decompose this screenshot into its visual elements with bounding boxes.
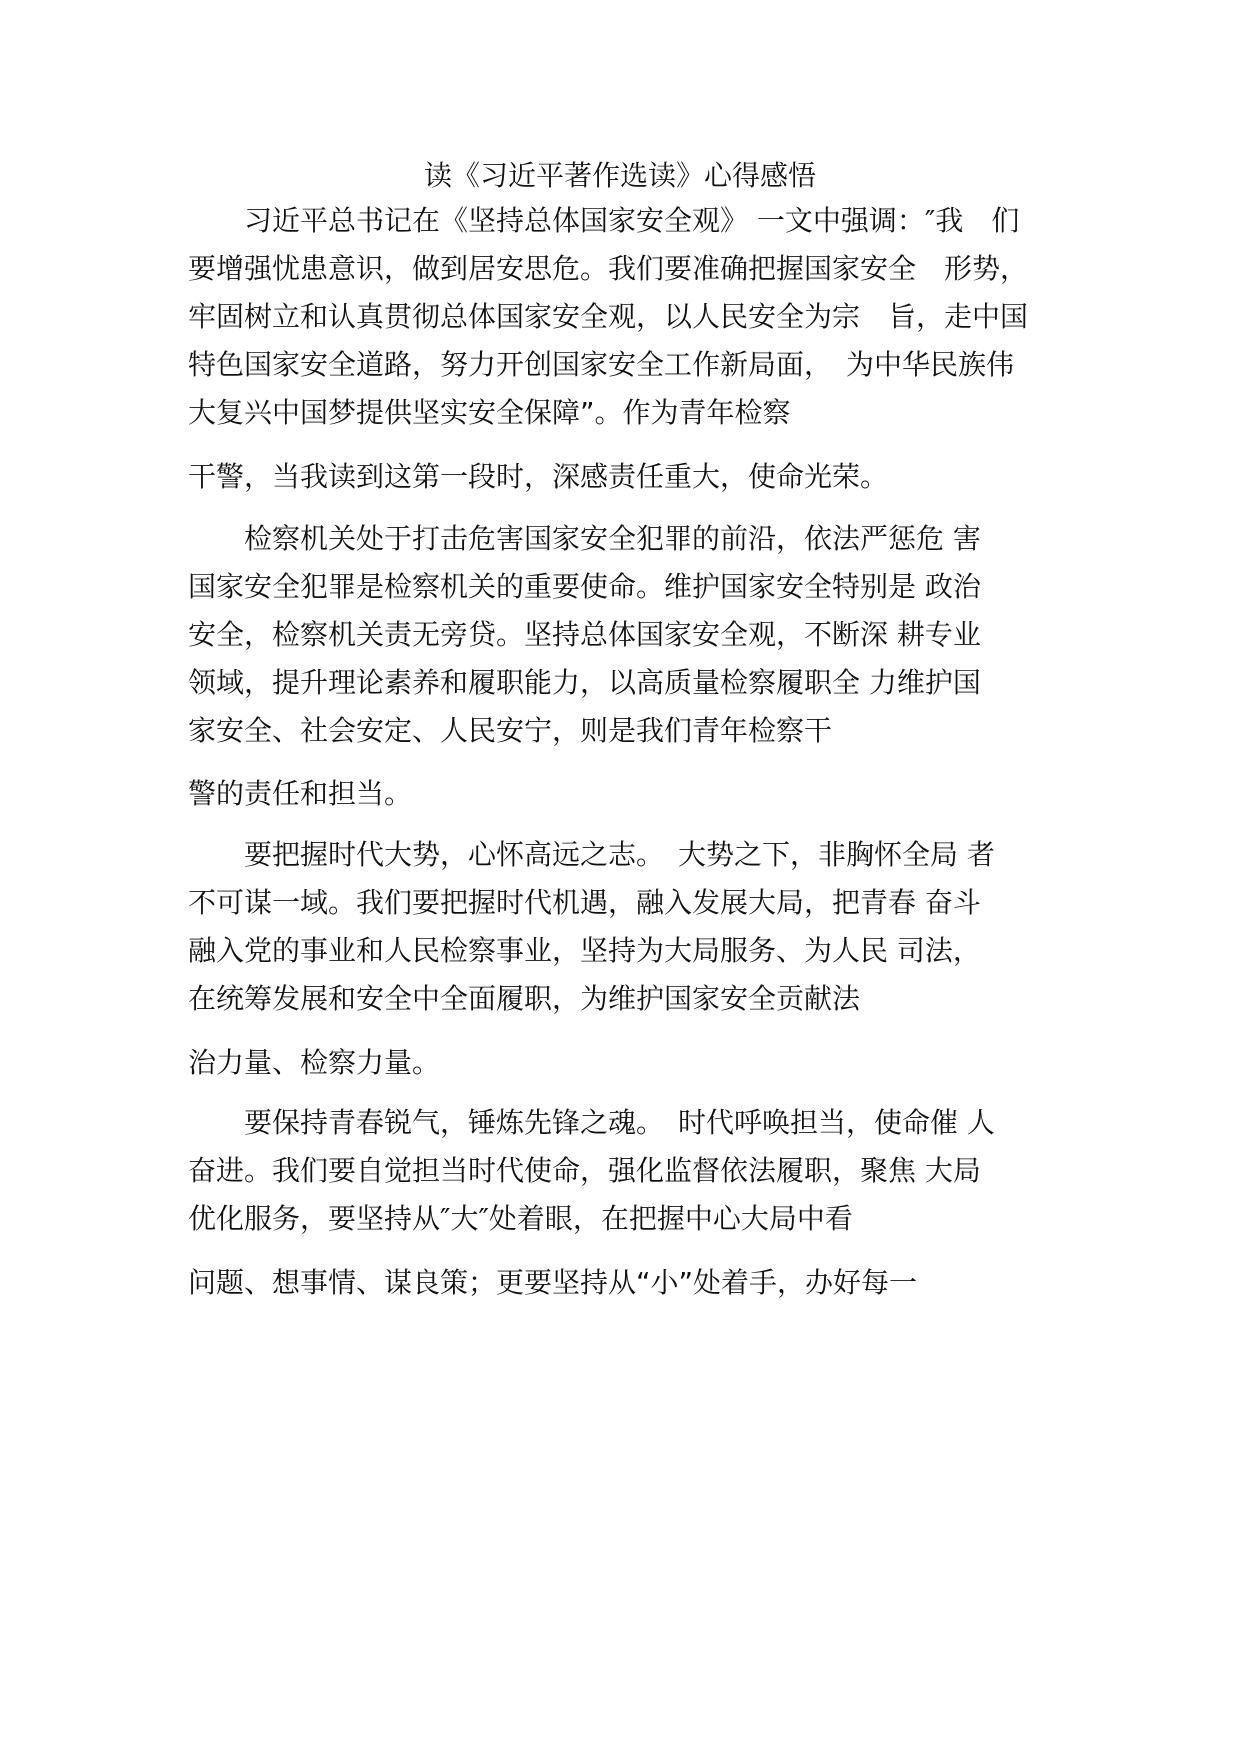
- text-line: 优化服务，要坚持从″大″处着眼，在把握中心大局中看: [188, 1202, 853, 1235]
- text-line: 问题、想事情、谋良策；更要坚持从“小”处着手，办好每一: [188, 1266, 918, 1299]
- text-line: 要把握时代大势，心怀高远之志。 大势之下，非胸怀全局 者: [188, 838, 995, 871]
- text-line: 融入党的事业和人民检察事业，坚持为大局服务、为人民 司法，: [188, 934, 981, 967]
- text-line: 干警，当我读到这第一段时，深感责任重大，使命光荣。: [188, 460, 889, 493]
- text-line: 牢固树立和认真贯彻总体国家安全观，以人民安全为宗 旨，走中国: [188, 300, 1029, 333]
- text-line: 警的责任和担当。: [188, 777, 413, 810]
- text-line: 领域，提升理论素养和履职能力，以高质量检察履职全 力维护国: [188, 666, 981, 699]
- text-line: 不可谋一域。我们要把握时代机遇，融入发展大局，把青春 奋斗: [188, 886, 981, 919]
- text-line: 要保持青春锐气，锤炼先锋之魂。 时代呼唤担当，使命催 人: [188, 1106, 995, 1139]
- text-line: 安全，检察机关责无旁贷。坚持总体国家安全观，不断深 耕专业: [188, 618, 981, 651]
- text-line: 国家安全犯罪是检察机关的重要使命。维护国家安全特别是 政治: [188, 570, 981, 603]
- text-line: 检察机关处于打击危害国家安全犯罪的前沿，依法严惩危 害: [188, 522, 981, 555]
- text-line: 奋进。我们要自觉担当时代使命，强化监督依法履职，聚焦 大局: [188, 1154, 981, 1187]
- text-line: 治力量、检察力量。: [188, 1046, 441, 1079]
- text-line: 要增强忧患意识，做到居安思危。我们要准确把握国家安全 形势，: [188, 252, 1029, 285]
- text-line: 家安全、社会安定、人民安宁，则是我们青年检察干: [188, 714, 833, 747]
- document-title: 读《习近平著作选读》心得感悟: [423, 159, 816, 192]
- text-line: 特色国家安全道路，努力开创国家安全工作新局面， 为中华民族伟: [188, 348, 1015, 381]
- text-line: 习近平总书记在《坚持总体国家安全观》 一文中强调：″我 们: [188, 204, 1020, 237]
- text-line: 在统筹发展和安全中全面履职，为维护国家安全贡献法: [188, 982, 861, 1015]
- text-line: 大复兴中国梦提供坚实安全保障”。作为青年检察: [188, 396, 791, 429]
